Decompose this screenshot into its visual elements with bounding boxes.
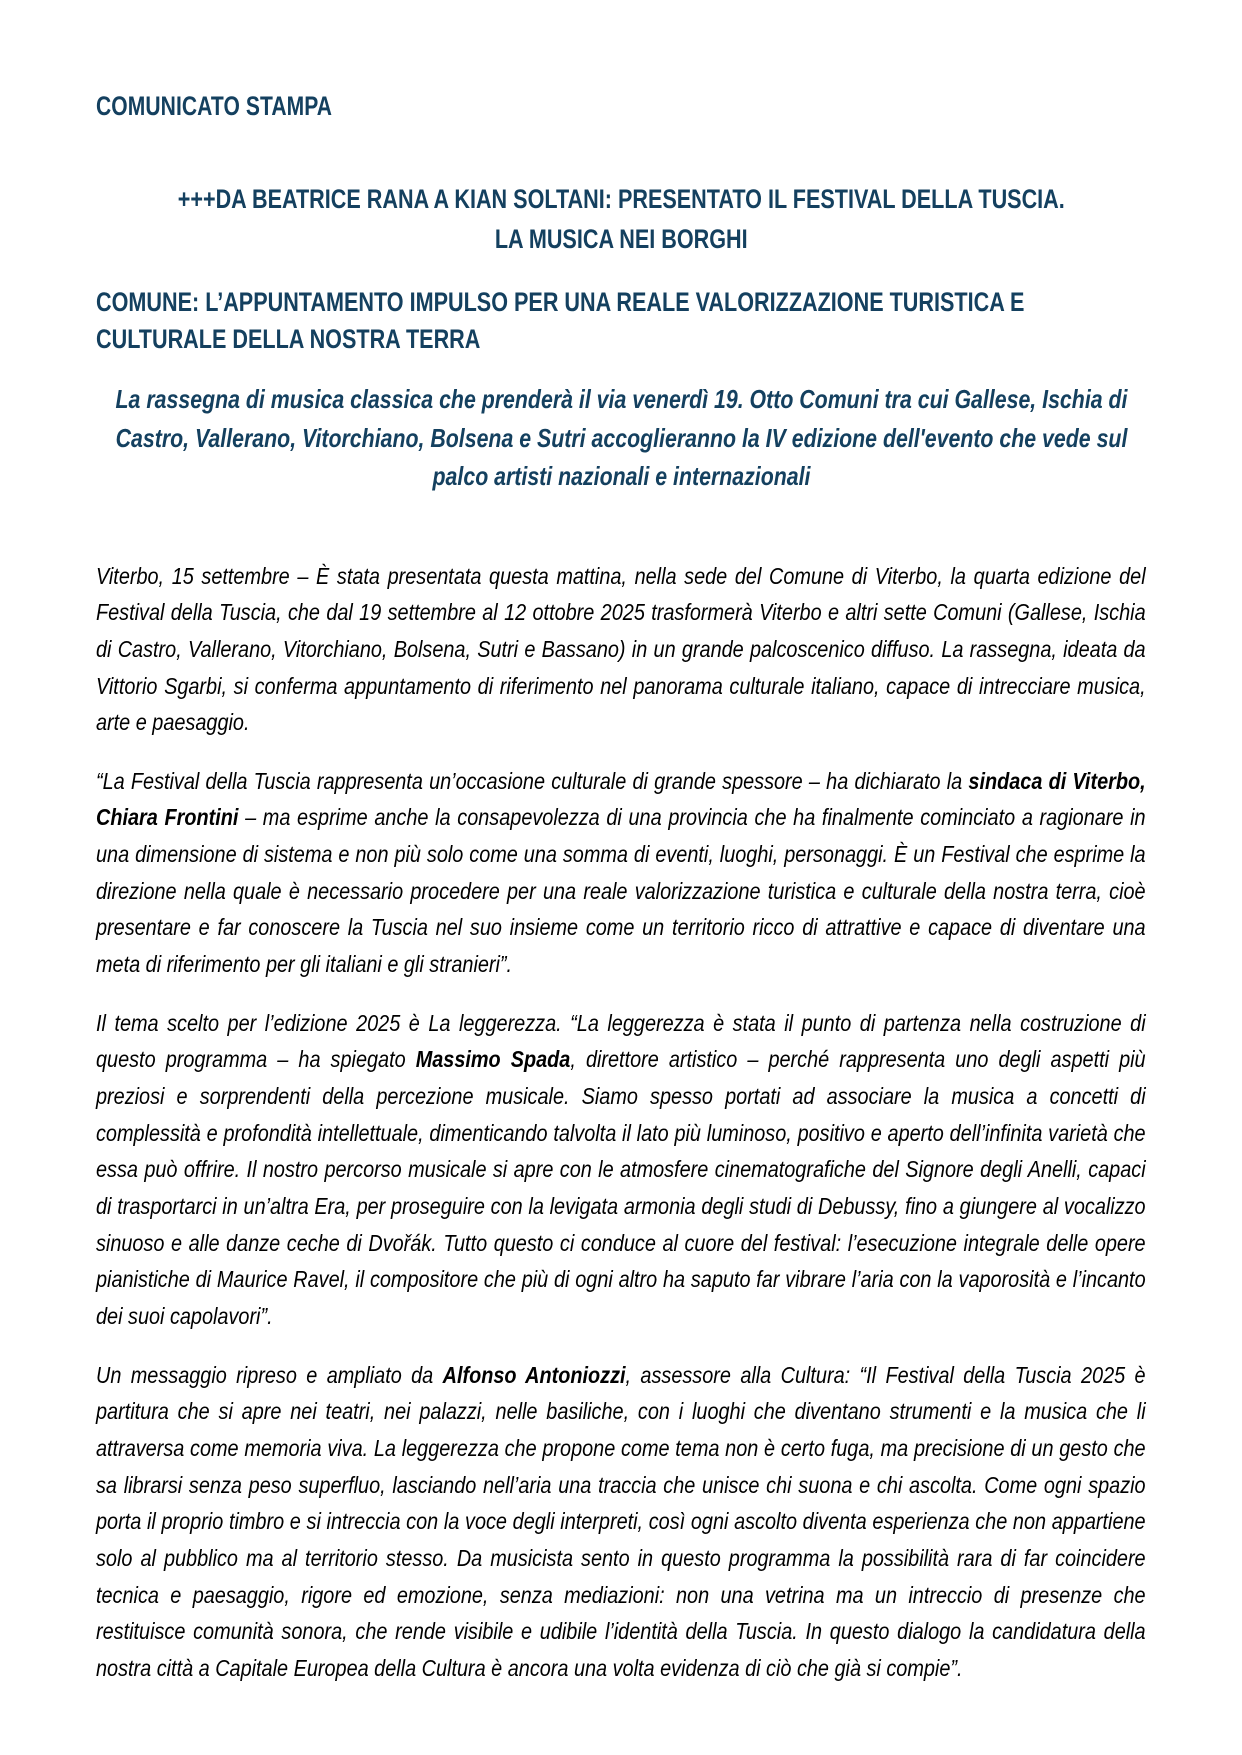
paragraph-4-text-before: Un messaggio ripreso e ampliato da: [96, 1361, 443, 1388]
paragraph-2-text-before: “La Festival della Tuscia rappresenta un’occasione culturale di grande spessore – ha dichiarato la: [96, 767, 969, 794]
paragraph-3-text-after: , direttore artistico – perché rappresenta uno degli aspetti più preziosi e sorprendenti della percezione musicale. Siamo spesso portati ad associare la musica a concetti di complessità e profondità intellettuale, dimenticando talvolta il lato più luminoso, positivo e aperto dell’infinita varietà che essa può offrire. Il nostro percorso musicale si apre con le atmosfere cinematografiche del Signore degli Anelli, capaci di trasportarci in un’altra Era, per proseguire con la levigata armonia degli studi di Debussy, fino a giungere al vocalizzo sinuoso e alle danze ceche di Dvořák. Tutto questo ci conduce al cuore del festival: l’esecuzione integrale delle opere pianistiche di Maurice Ravel, il compositore che più di ogni altro ha saputo far vibrare l’aria con la vaporosità e l’incanto dei suoi capolavori”.: [96, 1046, 1146, 1330]
kicker-comunicato-stampa: COMUNICATO STAMPA: [96, 91, 333, 121]
secondary-headline: LA MUSICA NEI BORGHI: [494, 224, 748, 255]
paragraph-3-emphasis-spada: Massimo Spada: [415, 1046, 571, 1073]
paragraph-4-text-after: , assessore alla Cultura: “Il Festival della Tuscia 2025 è partitura che si apre nei teatri, nei palazzi, nelle basiliche, con i luoghi che diventano strumenti e la musica che li attraversa come memoria viva. La leggerezza che propone come tema non è certo fuga, ma precisione di un gesto che sa librarsi senza peso superfluo, lasciando nell’aria una traccia che unisce chi suona e chi ascolta. Come ogni spazio porta il proprio timbro e si intreccia con la voce degli interpreti, così ogni ascolto diventa esperienza che non appartiene solo al pubblico ma al territorio stesso. Da musicista sento in questo programma la possibilità rara di far coincidere tecnica e paesaggio, rigore ed emozione, senza mediazioni: non una vetrina ma un intreccio di presenze che restituisce comunità sonora, che rende visibile e udibile l’identità della Tuscia. In questo dialogo la candidatura della nostra città a Capitale Europea della Cultura è ancora una volta evidenza di ciò che già si compie”.: [96, 1361, 1146, 1681]
paragraph-4-emphasis-antoniozzi: Alfonso Antoniozzi: [442, 1361, 626, 1388]
subheadline: COMUNE: L’APPUNTAMENTO IMPULSO PER UNA REALE VALORIZZAZIONE TURISTICA E CULTURALE DELLA NOSTRA TERRA: [96, 286, 1025, 354]
paragraph-4: [96, 1357, 1146, 1687]
article-body: [96, 558, 1146, 1687]
paragraph-3: [96, 1005, 1146, 1335]
paragraph-2: [96, 763, 1146, 983]
paragraph-3-text-before: Il tema scelto per l’edizione 2025 è La leggerezza. “La leggerezza è stata il punto di partenza nella costruzione di questo programma – ha spiegato: [96, 1009, 1146, 1073]
main-headline: +++DA BEATRICE RANA A KIAN SOLTANI: PRESENTATO IL FESTIVAL DELLA TUSCIA.: [177, 184, 1065, 215]
paragraph-1: Viterbo, 15 settembre – È stata presentata questa mattina, nella sede del Comune di Viterbo, la quarta edizione del Festival della Tuscia, che dal 19 settembre al 12 ottobre 2025 trasformerà Viterbo e altri sette Comuni (Gallese, Ischia di Castro, Vallerano, Vitorchiano, Bolsena, Sutri e Bassano) in un grande palcoscenico diffuso. La rassegna, ideata da Vittorio Sgarbi, si conferma appuntamento di riferimento nel panorama culturale italiano, capace di intrecciare musica, arte e paesaggio.: [96, 562, 1146, 736]
paragraph-2-text-after: – ma esprime anche la consapevolezza di una provincia che ha finalmente cominciato a ragionare in una dimensione di sistema e non più solo come una somma di eventi, luoghi, personaggi. È un Festival che esprime la direzione nella quale è necessario procedere per una reale valorizzazione turistica e culturale della nostra terra, cioè presentare e far conoscere la Tuscia nel suo insieme come un territorio ricco di attrattive e capace di diventare una meta di riferimento per gli italiani e gli stranieri”.: [96, 804, 1146, 978]
deck-summary: La rassegna di musica classica che prenderà il via venerdì 19. Otto Comuni tra cui Gallese, Ischia di Castro, Vallerano, Vitorchiano, Bolsena e Sutri accoglieranno la IV edizione dell'evento che vede sul palco artisti nazionali e internazionali: [115, 384, 1127, 492]
paragraph-2-emphasis-frontini: sindaca di Viterbo, Chiara Frontini: [96, 767, 1146, 831]
